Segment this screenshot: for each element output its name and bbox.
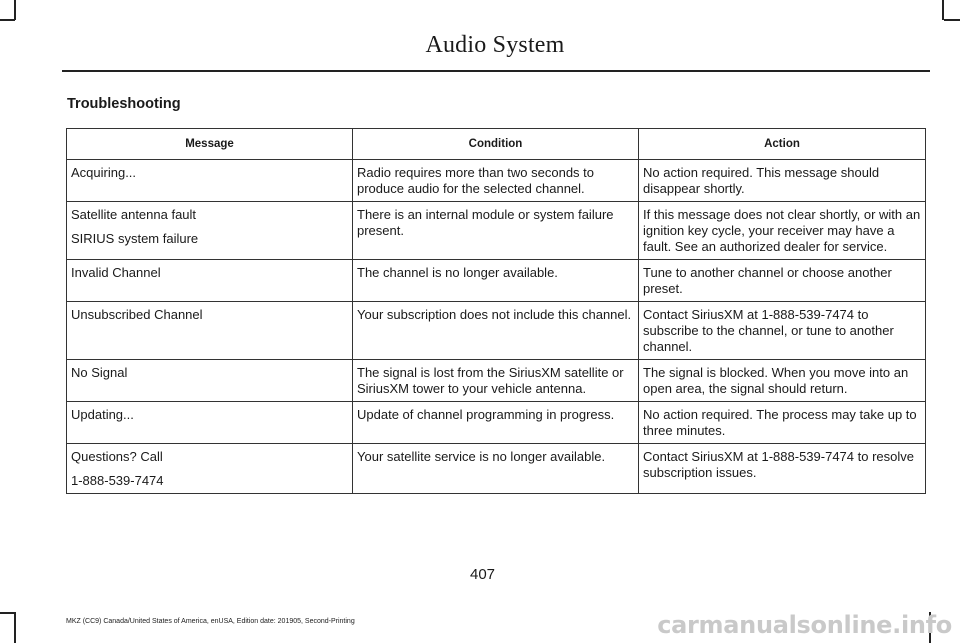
table-row [67,360,926,402]
table-row [67,444,926,494]
condition-cell: Your subscription does not include this channel. [353,302,639,360]
condition-cell: The channel is no longer available. [353,260,639,302]
column-header-condition: Condition [353,129,639,160]
column-header-action: Action [639,129,926,160]
message-cell [67,160,353,202]
message-text: Acquiring... [71,165,137,180]
action-cell: The signal is blocked. When you move into an open area, the signal should return. [639,360,926,402]
watermark: carmanualsonline.info [657,611,952,639]
condition-cell: There is an internal module or system failure present. [353,202,639,260]
condition-cell: Update of channel programming in progress. [353,402,639,444]
table-row [67,160,926,202]
message-cell [67,202,353,260]
condition-cell: The signal is lost from the SiriusXM satellite or SiriusXM tower to your vehicle antenna. [353,360,639,402]
condition-cell: Your satellite service is no longer available. [353,444,639,494]
message-text: No Signal [71,365,128,380]
action-cell: No action required. This message should disappear shortly. [639,160,926,202]
message-cell [67,402,353,444]
action-cell: Tune to another channel or choose another preset. [639,260,926,302]
message-text: Questions? Call [71,449,163,464]
action-cell: Contact SiriusXM at 1-888-539-7474 to resolve subscription issues. [639,444,926,494]
crop-mark [14,0,16,20]
column-header-message: Message [67,129,353,160]
edition-footer: MKZ (CC9) Canada/United States of America, enUSA, Edition date: 201905, Second-Printing [66,618,355,625]
table-row [67,302,926,360]
crop-mark [14,612,16,643]
message-cell [67,360,353,402]
header-divider [62,70,930,72]
condition-cell: Radio requires more than two seconds to produce audio for the selected channel. [353,160,639,202]
page-title: Audio System [425,32,565,58]
crop-mark [0,19,15,21]
message-text: Invalid Channel [71,265,161,280]
table-header-row [67,129,926,160]
message-cell [67,260,353,302]
message-text: SIRIUS system failure [71,231,199,246]
message-text: Unsubscribed Channel [71,307,203,322]
action-cell: Contact SiriusXM at 1-888-539-7474 to subscribe to the channel, or tune to another channel. [639,302,926,360]
table-row [67,402,926,444]
message-text: Satellite antenna fault [71,207,197,222]
action-cell: If this message does not clear shortly, or with an ignition key cycle, your receiver may have a fault. See an authorized dealer for service. [639,202,926,260]
crop-mark [944,19,960,21]
troubleshooting-table [66,128,926,494]
message-text: Updating... [71,407,134,422]
message-text: 1-888-539-7474 [71,473,164,488]
page-number: 407 [470,566,496,583]
crop-mark [0,612,15,614]
table-row [67,202,926,260]
table-row [67,260,926,302]
crop-mark [942,0,944,20]
message-cell [67,444,353,494]
action-cell: No action required. The process may take up to three minutes. [639,402,926,444]
section-heading: Troubleshooting [67,96,181,112]
message-cell [67,302,353,360]
